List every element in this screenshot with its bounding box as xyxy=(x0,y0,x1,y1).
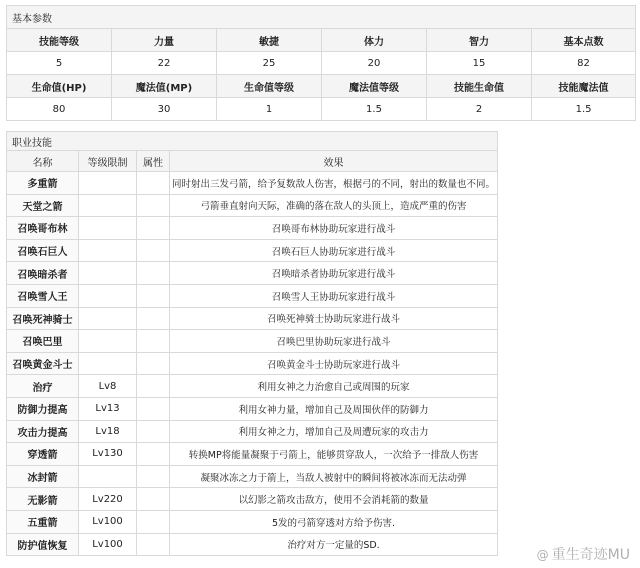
skill-level: Lv130 xyxy=(79,443,137,466)
skill-effect: 以幻影之箭攻击敌方，使用不会消耗箭的数量 xyxy=(170,488,498,511)
skill-attr xyxy=(137,397,170,420)
skill-level xyxy=(79,330,137,353)
skill-level: Lv100 xyxy=(79,533,137,556)
header-cell: 生命值等级 xyxy=(217,75,322,98)
skill-row xyxy=(7,284,498,307)
basic-value-row-1 xyxy=(7,52,636,75)
skill-level: Lv8 xyxy=(79,375,137,398)
skill-attr xyxy=(137,375,170,398)
watermark xyxy=(537,544,630,564)
skill-level xyxy=(79,262,137,285)
skill-attr xyxy=(137,465,170,488)
header-cell: 技能魔法值 xyxy=(532,75,636,98)
skill-name: 攻击力提高 xyxy=(7,420,79,443)
skills-header-row xyxy=(7,151,498,172)
column-header-level: 等级限制 xyxy=(79,151,137,172)
skill-effect: 召唤雪人王协助玩家进行战斗 xyxy=(170,284,498,307)
skill-name: 召唤巴里 xyxy=(7,330,79,353)
skill-attr xyxy=(137,307,170,330)
skill-name: 召唤黄金斗士 xyxy=(7,352,79,375)
skill-level xyxy=(79,284,137,307)
skill-row xyxy=(7,194,498,217)
skill-row xyxy=(7,443,498,466)
column-header-name: 名称 xyxy=(7,151,79,172)
skill-attr xyxy=(137,217,170,240)
skill-name: 多重箭 xyxy=(7,172,79,195)
skill-attr xyxy=(137,510,170,533)
skill-name: 穿透箭 xyxy=(7,443,79,466)
skill-name: 天堂之箭 xyxy=(7,194,79,217)
header-cell: 智力 xyxy=(427,29,532,52)
skill-effect: 5发的弓箭穿透对方给予伤害. xyxy=(170,510,498,533)
skill-attr xyxy=(137,262,170,285)
column-header-attr: 属性 xyxy=(137,151,170,172)
skill-attr xyxy=(137,284,170,307)
skill-attr xyxy=(137,533,170,556)
skill-row xyxy=(7,307,498,330)
skill-effect: 利用女神之力，增加自己及周遭玩家的攻击力 xyxy=(170,420,498,443)
skill-row xyxy=(7,420,498,443)
skill-effect: 弓箭垂直射向天际，准确的落在敌人的头顶上，造成严重的伤害 xyxy=(170,194,498,217)
header-cell: 敏捷 xyxy=(217,29,322,52)
header-cell: 力量 xyxy=(112,29,217,52)
skills-caption: 职业技能 xyxy=(7,132,498,151)
basic-params-caption: 基本参数 xyxy=(7,6,636,29)
skill-attr xyxy=(137,330,170,353)
basic-header-row-1 xyxy=(7,29,636,52)
skill-effect: 凝聚冰冻之力于箭上，当敌人被射中的瞬间将被冰冻而无法动弹 xyxy=(170,465,498,488)
skill-level: Lv18 xyxy=(79,420,137,443)
skill-attr xyxy=(137,239,170,262)
value-cell: 20 xyxy=(322,52,427,75)
skill-attr xyxy=(137,443,170,466)
skill-effect: 召唤哥布林协助玩家进行战斗 xyxy=(170,217,498,240)
skill-name: 召唤雪人王 xyxy=(7,284,79,307)
header-cell: 魔法值(MP) xyxy=(112,75,217,98)
skill-level xyxy=(79,194,137,217)
skill-row xyxy=(7,262,498,285)
value-cell: 25 xyxy=(217,52,322,75)
value-cell: 15 xyxy=(427,52,532,75)
skill-row xyxy=(7,330,498,353)
skill-effect: 召唤死神骑士协助玩家进行战斗 xyxy=(170,307,498,330)
skill-row xyxy=(7,172,498,195)
skill-attr xyxy=(137,488,170,511)
skill-name: 防御力提高 xyxy=(7,397,79,420)
basic-value-row-2 xyxy=(7,98,636,121)
skill-effect: 利用女神之力治愈自己或周围的玩家 xyxy=(170,375,498,398)
skill-row xyxy=(7,397,498,420)
skill-row xyxy=(7,533,498,556)
skill-effect: 治疗对方一定量的SD. xyxy=(170,533,498,556)
watermark-at: @ xyxy=(536,548,549,562)
skill-name: 冰封箭 xyxy=(7,465,79,488)
skill-row xyxy=(7,352,498,375)
skill-attr xyxy=(137,194,170,217)
skill-name: 治疗 xyxy=(7,375,79,398)
skill-row xyxy=(7,375,498,398)
skill-level: Lv100 xyxy=(79,510,137,533)
skill-name: 召唤死神骑士 xyxy=(7,307,79,330)
value-cell: 5 xyxy=(7,52,112,75)
value-cell: 1 xyxy=(217,98,322,121)
header-cell: 基本点数 xyxy=(532,29,636,52)
skill-effect: 转换MP将能量凝聚于弓箭上，能够贯穿敌人，一次给予一排敌人伤害 xyxy=(170,443,498,466)
skill-row xyxy=(7,488,498,511)
skill-level xyxy=(79,172,137,195)
skill-level: Lv220 xyxy=(79,488,137,511)
skill-effect: 召唤黄金斗士协助玩家进行战斗 xyxy=(170,352,498,375)
skill-attr xyxy=(137,420,170,443)
skill-effect: 利用女神力量，增加自己及周围伙伴的防御力 xyxy=(170,397,498,420)
skill-name: 五重箭 xyxy=(7,510,79,533)
skill-effect: 同时射出三发弓箭，给予复数敌人伤害，根据弓的不同，射出的数量也不同。 xyxy=(170,172,498,195)
class-skills-table xyxy=(6,131,498,556)
skill-level xyxy=(79,307,137,330)
skill-name: 无影箭 xyxy=(7,488,79,511)
skill-level xyxy=(79,465,137,488)
watermark-text: 重生奇迹MU xyxy=(551,547,630,563)
basic-params-table xyxy=(6,5,636,121)
skill-row xyxy=(7,239,498,262)
skill-effect: 召唤石巨人协助玩家进行战斗 xyxy=(170,239,498,262)
column-header-effect: 效果 xyxy=(170,151,498,172)
skill-level xyxy=(79,239,137,262)
value-cell: 22 xyxy=(112,52,217,75)
skill-name: 防护值恢复 xyxy=(7,533,79,556)
value-cell: 80 xyxy=(7,98,112,121)
skill-level xyxy=(79,217,137,240)
skill-effect: 召唤暗杀者协助玩家进行战斗 xyxy=(170,262,498,285)
skill-row xyxy=(7,217,498,240)
skill-name: 召唤暗杀者 xyxy=(7,262,79,285)
skill-name: 召唤石巨人 xyxy=(7,239,79,262)
value-cell: 82 xyxy=(532,52,636,75)
skill-effect: 召唤巴里协助玩家进行战斗 xyxy=(170,330,498,353)
value-cell: 2 xyxy=(427,98,532,121)
skill-attr xyxy=(137,172,170,195)
skill-row xyxy=(7,510,498,533)
header-cell: 魔法值等级 xyxy=(322,75,427,98)
skill-level xyxy=(79,352,137,375)
header-cell: 技能生命值 xyxy=(427,75,532,98)
value-cell: 1.5 xyxy=(532,98,636,121)
skill-level: Lv13 xyxy=(79,397,137,420)
header-cell: 技能等级 xyxy=(7,29,112,52)
basic-header-row-2 xyxy=(7,75,636,98)
header-cell: 体力 xyxy=(322,29,427,52)
value-cell: 1.5 xyxy=(322,98,427,121)
skill-attr xyxy=(137,352,170,375)
skill-row xyxy=(7,465,498,488)
value-cell: 30 xyxy=(112,98,217,121)
skill-name: 召唤哥布林 xyxy=(7,217,79,240)
header-cell: 生命值(HP) xyxy=(7,75,112,98)
